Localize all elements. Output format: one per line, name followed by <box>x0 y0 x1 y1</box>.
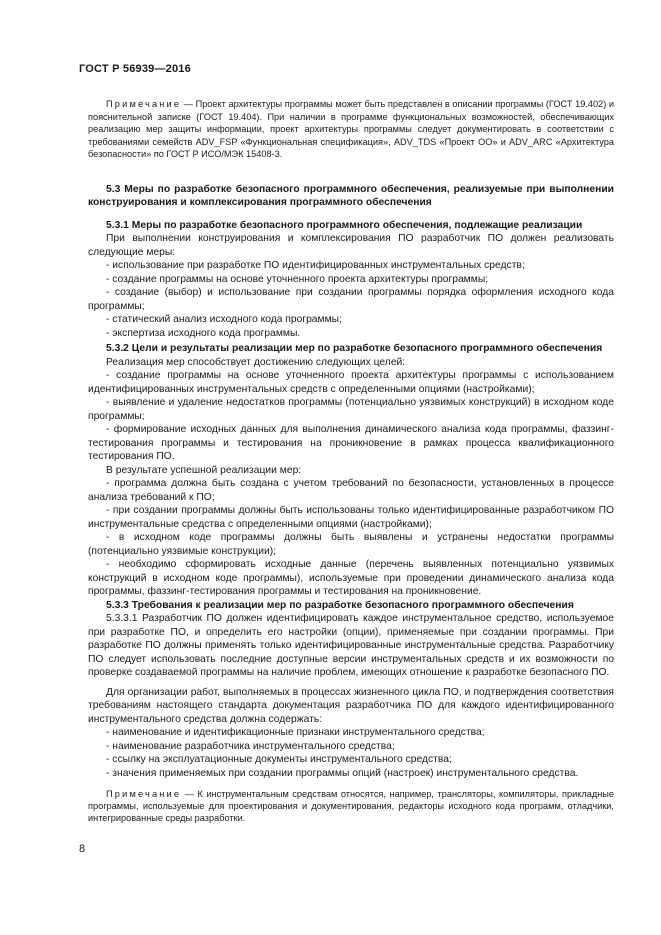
list-item: - наименование разработчика инструментального средства; <box>106 740 395 752</box>
list-item: - статический анализ исходного кода программы; <box>106 314 342 325</box>
section-5-3-heading: 5.3 Меры по разработке безопасного программного обеспечения, реализуемые при выполнении конструирования и комплексирования программного обеспечения <box>88 183 614 208</box>
list-item: - создание программы на основе уточненного проекта архитектуры программы; <box>106 273 489 285</box>
list-item: - программа должна быть создана с учетом требований по безопасности, установленных в процессе анализа требований к ПО; <box>88 478 614 503</box>
list-item: - использование при разработке ПО идентифицированных инструментальных средств; <box>106 260 525 271</box>
list-item: - создание программы на основе уточненного проекта архитектуры программы с использованием идентифицированных инструментальных средств с определенными опциями (настройками); <box>88 370 614 395</box>
note-text: — К инструментальным средствам относятся, например, трансляторы, компиляторы, прикладные программы, используемые для проектирования и документирования, редакторы исходного кода программ, отладчики, интегрированные среды разработки. <box>88 789 614 823</box>
note-tools <box>88 788 614 824</box>
section-5-3-3-heading: 5.3.3 Требования к реализации мер по разработке безопасного программного обеспечения <box>106 599 574 611</box>
paragraph: 5.3.3.1 Разработчик ПО должен идентифицировать каждое инструментальное средство, используемое при разработке ПО, и определить его настройки (опции), применяемые при создании программы. При разработке ПО должны применять только идентифицированные инструментальные средства. Разработчику ПО следует использовать последние доступные версии инструментальных средств и их возможности по проверке создаваемой программы на наличие проблем, имеющих отношение к разработке безопасного ПО. <box>88 613 614 678</box>
list-item: - экспертиза исходного кода программы. <box>106 327 301 339</box>
paragraph: Для организации работ, выполняемых в процессах жизненного цикла ПО, и подтверждения соответствия требованиям настоящего стандарта документация разработчика ПО для каждого идентифицированного инструментального средства должна содержать: <box>88 686 614 725</box>
note-architecture <box>88 98 614 161</box>
note-label: Примечание <box>106 789 182 799</box>
note-text: — Проект архитектуры программы может быть представлен в описании программы (ГОСТ 19.402) и пояснительной записке (ГОСТ 19.404). При наличии в программе функциональных возможностей, обеспечивающих реализацию мер защиты информации, проект архитектуры программы следует документировать в соответствии с требованиями семейств ADV_FSP «Функциональная спецификация», ADV_TDS «Проект ОО» и ADV_ARC «Архитектура безопасности» по ГОСТ Р ИСО/МЭК 15408-3. <box>88 99 614 159</box>
page-number: 8 <box>79 843 86 855</box>
list-item: - необходимо сформировать исходные данные (перечень выявленных потенциально уязвимых конструкций в исходном коде программы), используемые при проведении динамического анализа кода программы, фаззинг-тестирования программы и тестирования на проникновение. <box>88 559 614 597</box>
document-body <box>88 98 614 824</box>
list-item: - наименование и идентификационные признаки инструментального средства; <box>106 727 485 738</box>
section-5-3-1-heading: 5.3.1 Меры по разработке безопасного программного обеспечения, подлежащие реализации <box>106 219 583 231</box>
list-item: - формирование исходных данных для выполнения динамического анализа кода программы, фаззинг-тестирования программы и тестирования на проникновение в рамках процесса квалификационного тестирования ПО. <box>88 424 614 462</box>
list-item: - ссылку на эксплуатационные документы инструментального средства; <box>106 754 452 765</box>
list-item: - создание (выбор) и использование при создании программы порядка оформления исходного кода программы; <box>88 287 614 312</box>
note-label: Примечание <box>106 99 182 109</box>
list-item: - в исходном коде программы должны быть выявлены и устранены недостатки программы (потенциально уязвимые конструкции); <box>88 532 614 557</box>
paragraph: При выполнении конструирования и комплексирования ПО разработчик ПО должен реализовать следующие меры: <box>88 233 614 258</box>
list-item: - при создании программы должны быть использованы только идентифицированные разработчиком ПО инструментальные средства с определенными опциями (настройками); <box>88 505 614 530</box>
paragraph: В результате успешной реализации мер: <box>106 464 302 476</box>
list-item: - значения применяемых при создании программы опций (настроек) инструментального средства. <box>106 767 579 779</box>
list-item: - выявление и удаление недостатков программы (потенциально уязвимых конструкций) в исходном коде программы; <box>88 397 614 422</box>
section-5-3-2-heading: 5.3.2 Цели и результаты реализации мер по разработке безопасного программного обеспечения <box>106 343 603 354</box>
paragraph: Реализация мер способствует достижению следующих целей: <box>106 356 406 368</box>
document-code-header: ГОСТ Р 56939—2016 <box>79 63 191 75</box>
